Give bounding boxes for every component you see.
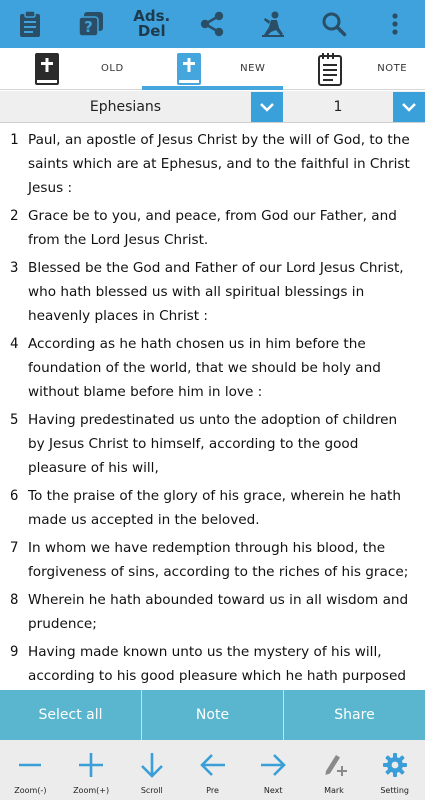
select-all-button[interactable]: Select all (0, 690, 142, 740)
verse-number: 2 (10, 208, 19, 224)
clipboard-button[interactable] (8, 2, 52, 46)
verse-text: Paul, an apostle of Jesus Christ by the will of God, to the saints which are at Ephesus, and to the faithful in Christ Jesus : (28, 132, 410, 196)
gear-icon (382, 752, 408, 778)
verse-item[interactable] (10, 256, 417, 328)
mark-label: Mark (324, 786, 344, 795)
ads-label-line2: Del (137, 22, 166, 40)
tab-new-label: NEW (240, 63, 266, 74)
search-button[interactable] (312, 2, 356, 46)
verse-number: 4 (10, 336, 19, 352)
note-button[interactable]: Note (142, 690, 284, 740)
tab-note[interactable] (283, 48, 425, 89)
verse-item[interactable] (10, 536, 417, 584)
arrow-right-icon (259, 751, 287, 779)
verse-action-bar (0, 690, 425, 740)
overflow-menu-button[interactable] (373, 2, 417, 46)
quiz-button[interactable] (69, 2, 113, 46)
share-icon (199, 11, 225, 37)
verse-number: 3 (10, 260, 19, 276)
verse-number: 9 (10, 644, 19, 660)
verse-item[interactable] (10, 204, 417, 252)
verse-text: Grace be to you, and peace, from God our Father, and from the Lord Jesus Christ. (28, 208, 397, 248)
share-action-button[interactable]: Share (334, 707, 375, 723)
chevron-down-icon (259, 102, 275, 112)
verse-number: 8 (10, 592, 19, 608)
chapter-dropdown[interactable] (283, 91, 425, 122)
bible-book-blue-icon (176, 52, 202, 86)
verse-list[interactable] (0, 124, 425, 690)
zoom-in-label: Zoom(+) (73, 786, 110, 795)
verse-number: 1 (10, 132, 19, 148)
arrow-left-icon (199, 751, 227, 779)
next-label: Next (263, 786, 283, 795)
previous-label: Pre (206, 786, 219, 795)
plus-icon (77, 751, 105, 779)
svg-text:?: ? (84, 18, 93, 36)
verse-text: Blessed be the God and Father of our Lord Jesus Christ, who hath blessed us with all spiritual blessings in heavenly places in Christ : (28, 260, 404, 324)
bottom-toolbar (0, 740, 425, 800)
tab-old[interactable] (0, 48, 142, 89)
verse-number: 6 (10, 488, 19, 504)
verse-item[interactable] (10, 332, 417, 404)
tab-old-label: OLD (101, 63, 124, 74)
notepad-icon (317, 52, 343, 86)
previous-button[interactable] (182, 740, 243, 800)
ads-delete-button[interactable] (130, 2, 174, 46)
verse-text: Wherein he hath abounded toward us in all wisdom and prudence; (28, 592, 409, 632)
book-dropdown[interactable] (0, 91, 283, 122)
verse-number: 5 (10, 412, 19, 428)
book-name: Ephesians (89, 98, 162, 115)
chevron-down-icon (401, 102, 417, 112)
top-action-bar (0, 0, 425, 48)
chapter-dropdown-button[interactable] (393, 92, 425, 122)
arrow-down-icon (138, 751, 166, 779)
setting-label: Setting (380, 786, 409, 795)
chapter-number: 1 (333, 98, 343, 115)
scroll-label: Scroll (140, 786, 163, 795)
clipboard-icon (18, 10, 42, 38)
search-icon (321, 11, 347, 37)
tab-new[interactable] (142, 48, 284, 89)
verse-text: Having predestinated us unto the adoption of children by Jesus Christ to himself, according to the good pleasure of his will, (28, 412, 398, 476)
pen-plus-icon (320, 751, 348, 779)
testament-tabs (0, 48, 425, 90)
scroll-button[interactable] (121, 740, 182, 800)
bible-book-icon (34, 52, 60, 86)
book-chapter-selector (0, 91, 425, 123)
mark-button[interactable] (304, 740, 365, 800)
setting-button[interactable] (364, 740, 425, 800)
book-dropdown-button[interactable] (251, 92, 283, 122)
verse-text: To the praise of the glory of his grace, wherein he hath made us accepted in the beloved. (28, 488, 401, 528)
verse-item[interactable] (10, 588, 417, 636)
zoom-out-label: Zoom(-) (14, 786, 47, 795)
verse-text: In whom we have redemption through his blood, the forgiveness of sins, according to the riches of his grace; (28, 540, 409, 580)
verse-text: According as he hath chosen us in him before the foundation of the world, that we should be holy and without blame before him in love : (28, 336, 381, 400)
verse-item[interactable] (10, 408, 417, 480)
verse-item[interactable] (10, 484, 417, 532)
praying-person-icon (259, 10, 287, 38)
share-button[interactable] (190, 2, 234, 46)
zoom-in-button[interactable] (61, 740, 122, 800)
ads-label-line1: Ads. (133, 7, 171, 25)
verse-item[interactable] (10, 128, 417, 200)
verse-text: Having made known unto us the mystery of his will, according to his good pleasure which he hath purposed (28, 644, 406, 684)
prayer-button[interactable] (251, 2, 295, 46)
minus-icon (16, 751, 44, 779)
tab-note-label: NOTE (377, 63, 408, 74)
next-button[interactable] (243, 740, 304, 800)
more-vertical-icon (391, 12, 399, 36)
verse-number: 7 (10, 540, 19, 556)
question-cards-icon (77, 10, 105, 38)
zoom-out-button[interactable] (0, 740, 61, 800)
